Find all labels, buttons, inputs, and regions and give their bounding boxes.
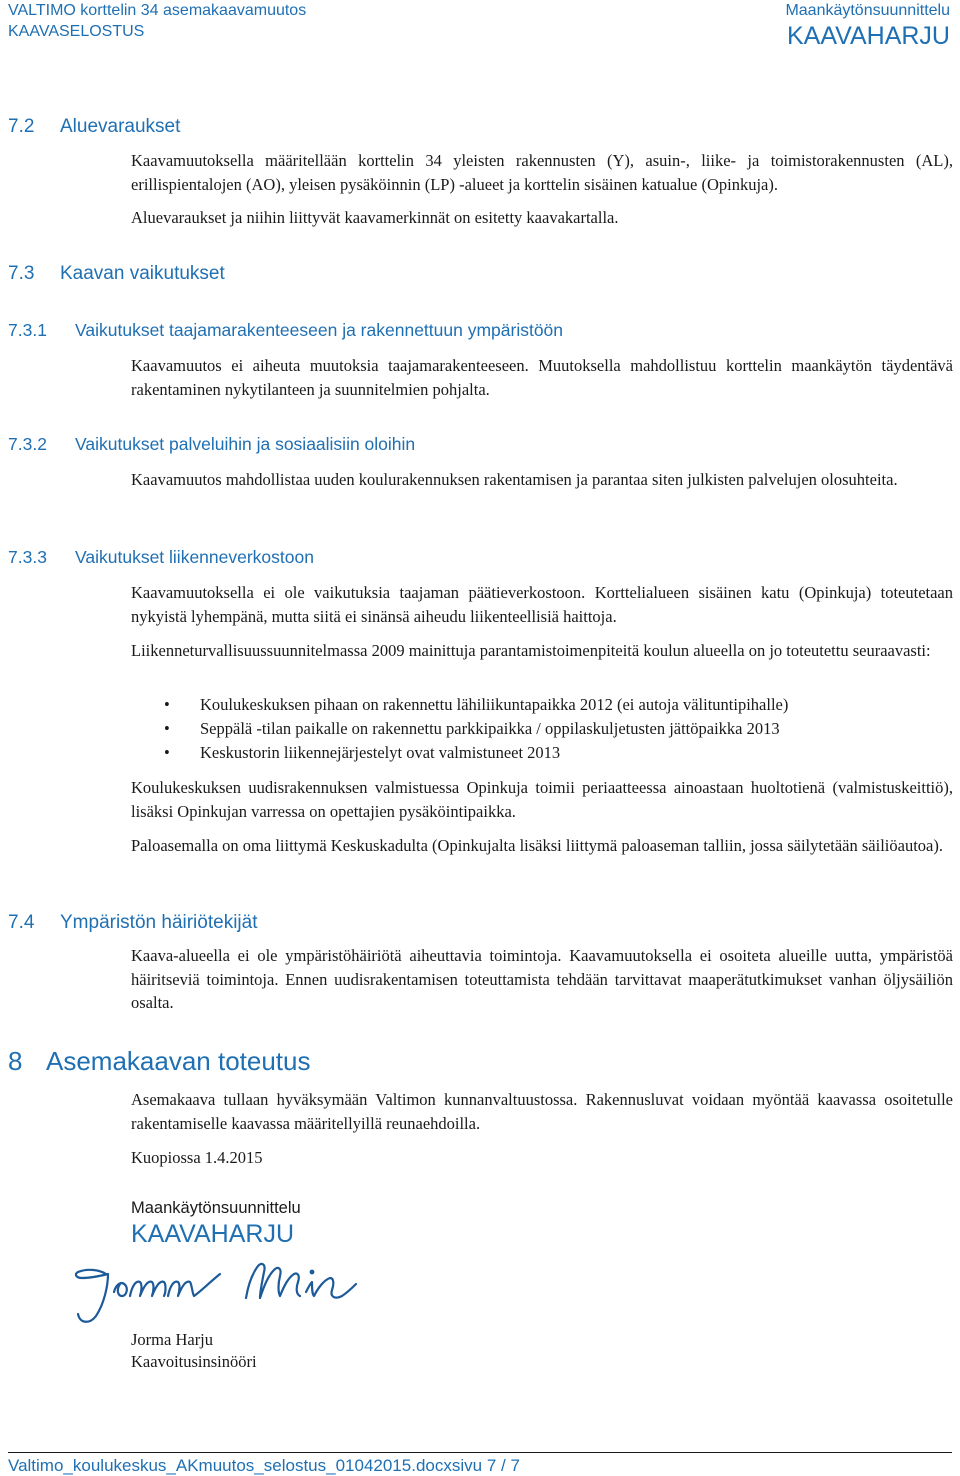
bullet-icon: • xyxy=(164,695,170,714)
bullet-icon: • xyxy=(164,743,170,762)
heading-7-3 xyxy=(8,263,225,285)
bullet-list xyxy=(131,693,953,765)
footer-filename: Valtimo_koulukeskus_AKmuutos_selostus_01042015.docx xyxy=(8,1456,452,1475)
header-org-name: KAAVAHARJU xyxy=(786,22,950,50)
heading-title: Aluevaraukset xyxy=(60,116,181,137)
bullet-icon: • xyxy=(164,719,170,738)
heading-title: Vaikutukset liikenneverkostoon xyxy=(75,547,314,567)
section-8-body xyxy=(131,1088,953,1170)
paragraph: Liikenneturvallisuussuunnitelmassa 2009 mainittuja parantamistoimenpiteitä koulun alueella on jo toteutettu seuraavasti: xyxy=(131,641,931,660)
document-title: VALTIMO korttelin 34 asemakaavamuutos xyxy=(8,2,307,19)
list-item-text: Seppälä -tilan paikalle on rakennettu parkkipaikka / oppilaskuljetusten jättöpaikka 2013 xyxy=(200,719,780,738)
signatory-name: Jorma Harju xyxy=(131,1330,214,1349)
heading-title: Ympäristön häiriötekijät xyxy=(60,912,258,933)
page-footer xyxy=(8,1456,520,1476)
paragraph: Koulukeskuksen uudisrakennuksen valmistuessa Opinkuja toimii periaatteessa ainoastaan huoltotienä (valmistuskeittiö), lisäksi Opinkujan varressa on opettajien pysäköintipaikka. xyxy=(131,778,953,821)
paragraph: Asemakaava tullaan hyväksymään Valtimon kunnanvaltuustossa. Rakennusluvat voidaan myöntää kaavassa osoitetulle rakentamiselle kaavassa määritellyillä reunaehdoilla. xyxy=(131,1090,953,1133)
paragraph: Kaavamuutos mahdollistaa uuden koulurakennuksen rakentamisen ja parantaa siten julkisten palvelujen olosuhteita. xyxy=(131,470,898,489)
paragraph: Kaavamuutoksella määritellään korttelin 34 yleisten rakennusten (Y), asuin-, liike- ja toimistorakennusten (AL), erillispientalojen (AO), yleisen pysäköinnin (LP) -alueet ja korttelin sisäinen katualue (Opinkuja). xyxy=(131,151,953,194)
section-7-2-body xyxy=(131,149,953,230)
list-item xyxy=(131,717,953,741)
paragraph: Kaava-alueella ei ole ympäristöhäiriötä aiheuttavia toimintoja. Kaavamuutoksella ei osoiteta alueille uutta, ympäristöä häiritseviä toimintoja. Ennen uudisrakentamisen toteuttamista tehdään tarvittavat maaperätutkimukset vanhan öljysäiliön osalta. xyxy=(131,946,953,1012)
heading-title: Kaavan vaikutukset xyxy=(60,263,225,284)
list-item-text: Keskustorin liikennejärjestelyt ovat valmistuneet 2013 xyxy=(200,743,561,762)
heading-number: 7.3 xyxy=(8,263,35,284)
header-org-sub: Maankäytönsuunnittelu xyxy=(785,2,950,19)
paragraph: Kaavamuutos ei aiheuta muutoksia taajamarakenteeseen. Muutoksella mahdollistuu korttelin maankäytön täydentävä rakentaminen nykytilanteen ja suunnitelmien pohjalta. xyxy=(131,356,953,399)
signatory-role: Kaavoitusinsinööri xyxy=(131,1352,257,1371)
heading-number: 7.3.2 xyxy=(8,434,47,454)
section-7-4-body xyxy=(131,944,953,1015)
heading-7-3-1 xyxy=(8,320,563,341)
section-7-3-1-body xyxy=(131,354,953,401)
heading-title: Asemakaavan toteutus xyxy=(46,1046,311,1076)
signature-org-name: KAAVAHARJU xyxy=(131,1220,295,1248)
section-7-3-3-body-continued xyxy=(131,776,953,858)
list-item xyxy=(131,741,953,765)
heading-7-3-3 xyxy=(8,547,314,568)
heading-number: 7.3.1 xyxy=(8,320,47,340)
heading-title: Vaikutukset taajamarakenteeseen ja rakennettuun ympäristöön xyxy=(75,320,564,340)
footer-page-separator: / xyxy=(501,1456,506,1475)
heading-number: 7.2 xyxy=(8,116,35,137)
footer-page-word: sivu xyxy=(451,1456,483,1475)
list-item-text: Koulukeskuksen pihaan on rakennettu lähiliikuntapaikka 2012 (ei autoja välituntipihalle) xyxy=(200,695,789,714)
heading-number: 8 xyxy=(8,1046,23,1076)
list-item xyxy=(131,693,953,717)
heading-8 xyxy=(8,1046,311,1077)
signature-org-sub: Maankäytönsuunnittelu xyxy=(131,1199,301,1217)
footer-divider xyxy=(8,1452,952,1453)
footer-page-total: 7 xyxy=(510,1456,520,1475)
paragraph: Paloasemalla on oma liittymä Keskuskadulta (Opinkujalta lisäksi liittymä paloaseman talliin, jossa säilytetään säiliöautoa). xyxy=(131,836,943,855)
place-date: Kuopiossa 1.4.2015 xyxy=(131,1148,263,1167)
heading-7-4 xyxy=(8,912,257,934)
paragraph: Aluevaraukset ja niihin liittyvät kaavamerkinnät on esitetty kaavakartalla. xyxy=(131,208,619,227)
section-7-3-2-body xyxy=(131,468,953,492)
heading-7-3-2 xyxy=(8,434,415,455)
heading-number: 7.3.3 xyxy=(8,547,47,567)
footer-page-current: 7 xyxy=(486,1456,497,1475)
handwritten-signature-icon xyxy=(70,1252,360,1330)
document-type: KAAVASELOSTUS xyxy=(8,23,145,40)
heading-number: 7.4 xyxy=(8,912,35,933)
document-header-left xyxy=(8,0,306,42)
heading-7-2 xyxy=(8,116,180,138)
section-7-3-3-body xyxy=(131,581,953,663)
document-header-right xyxy=(785,0,950,52)
paragraph: Kaavamuutoksella ei ole vaikutuksia taajaman päätieverkostoon. Korttelialueen sisäinen katu (Opinkuja) toteutetaan nykyistä lyhempänä, mutta siitä ei sinänsä aiheudu liikenteellisiä haittoja. xyxy=(131,583,953,626)
heading-title: Vaikutukset palveluihin ja sosiaalisiin oloihin xyxy=(75,434,416,454)
